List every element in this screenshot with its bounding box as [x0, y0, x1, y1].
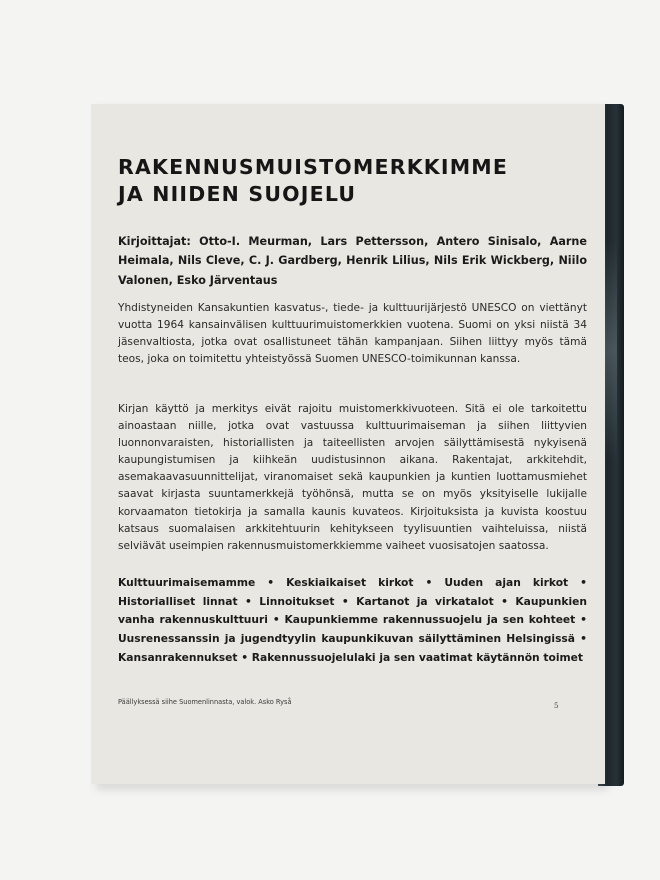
book-back-cover — [91, 104, 605, 784]
intro-paragraph: Yhdistyneiden Kansakuntien kasvatus-, tiede- ja kulttuurijärjestö UNESCO on viettänyt vuotta 1964 kansainvälisen kulttuurimuistomerkkien vuotena. Suomi on yksi niistä 34 jäsenvaltiosta, jotka ovat osallistuneet tähän kampanjaan. Siihen liittyy myös tämä teos, joka on toimitettu yhteistyössä Suomen UNESCO-toimikunnan kanssa. — [118, 302, 587, 366]
authors-list: Kirjoittajat: Otto-I. Meurman, Lars Pettersson, Antero Sinisalo, Aarne Heimala, Nils Cleve, C. J. Gardberg, Henrik Lilius, Nils Erik Wickberg, Niilo Valonen, Esko Järventaus — [118, 235, 587, 287]
cover-photo-caption: Päällyksessä siihe Suomenlinnasta, valok. Asko Ryså — [118, 698, 292, 706]
book-title-line-2: JA NIIDEN SUOJELU — [118, 182, 357, 206]
contents-list: Kulttuurimaisemamme • Keskiaikaiset kirkot • Uuden ajan kirkot • Historialliset linnat • Linnoitukset • Kartanot ja virkatalot • Kaupunkien vanha rakennuskulttuuri • Kaupunkiemme rakennussuojelu ja sen kohteet • Uusrenessanssin ja jugendtyylin kaupunkikuvan säilyttäminen Helsingissä • Kansanrakennukset • Rakennussuojelulaki ja sen vaatimat käytännön toimet — [118, 576, 587, 664]
book-title-line-1: RAKENNUSMUISTOMERKKIMME — [118, 155, 509, 179]
book-title — [118, 154, 578, 208]
page-number: 5 — [554, 702, 559, 710]
description-paragraph: Kirjan käyttö ja merkitys eivät rajoitu muistomerkkivuoteen. Sitä ei ole tarkoitettu ainoastaan niille, jotka ovat vastuussa kulttuurimaiseman ja siihen liittyvien luonnonvaraisten, historiallisten ja taiteellisten arvojen säilyttämisestä nykyisenä kaupungistumisen ja kiihkeän uudistusinnon aikana. Rakentajat, arkkitehdit, asemakaavasuunnittelijat, viranomaiset sekä kaupunkien ja kuntien luottamusmiehet saavat kirjasta suuntamerkkejä työhönsä, mutta se on myös yksityiselle lukijalle korvaamaton tietokirja ja samalla kaunis kuvateos. Kirjoituksista ja kuvista koostuu katsaus suomalaisen arkkitehtuurin kehitykseen tyylisuuntien vaihteluissa, niistä selviävät useimpien rakennusmuistomerkkiemme vaiheet vuosisatojen saatossa. — [118, 403, 587, 552]
